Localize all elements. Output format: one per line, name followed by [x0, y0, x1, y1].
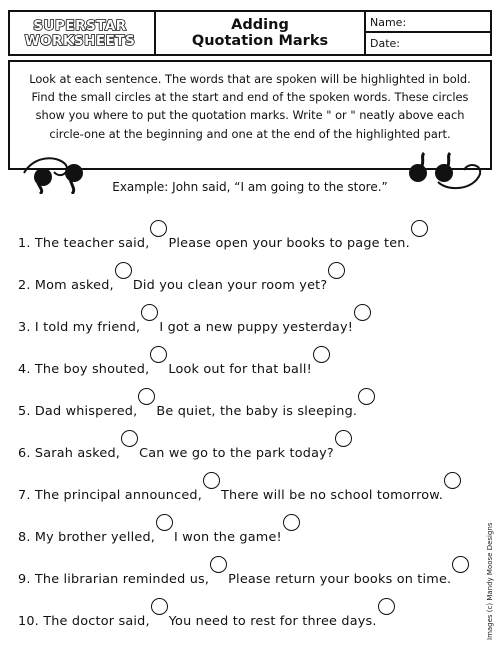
- question-lead: 9. The librarian reminded us,: [18, 572, 210, 587]
- spoken-words: Did you clean your room yet?: [132, 278, 328, 293]
- question-lead: 2. Mom asked,: [18, 278, 114, 293]
- open-quote-circle[interactable]: [210, 556, 227, 573]
- close-quote-circle[interactable]: [452, 556, 469, 573]
- question-lead: 4. The boy shouted,: [18, 362, 150, 377]
- question-lead: 10. The doctor said,: [18, 614, 150, 629]
- spoken-words: Can we go to the park today?: [139, 446, 334, 461]
- close-quote-circle[interactable]: [328, 262, 345, 279]
- name-date-box: [366, 12, 490, 54]
- spoken-words: Look out for that ball!: [168, 362, 312, 377]
- question-3: [18, 304, 372, 336]
- logo-line-2: WORKSHEETS: [24, 33, 136, 49]
- open-quote-circle[interactable]: [203, 472, 220, 489]
- open-quote-circle[interactable]: [121, 430, 138, 447]
- title-line-2: Quotation Marks: [191, 33, 329, 49]
- close-quote-circle[interactable]: [283, 514, 300, 531]
- spoken-words: There will be no school tomorrow.: [221, 488, 444, 503]
- worksheet-title: [154, 12, 366, 54]
- spoken-words: Please return your books on time.: [228, 572, 452, 587]
- instructions-box: Look at each sentence. The words that are spoken will be highlighted in bold. Find the small circles at the start and end of the spoken words. These circles show you where to put the quotation marks. Write " or " neatly above each circle-one at the beginning and one at the end of the highlighted part.: [8, 60, 492, 170]
- question-5: [18, 388, 376, 420]
- spoken-words: Please open your books to page ten.: [168, 236, 410, 251]
- spoken-words: I got a new puppy yesterday!: [159, 320, 354, 335]
- question-lead: 1. The teacher said,: [18, 236, 150, 251]
- open-quote-circle[interactable]: [150, 220, 167, 237]
- close-quote-circle[interactable]: [358, 388, 375, 405]
- close-quote-circle[interactable]: [444, 472, 461, 489]
- example-sentence: Example: John said, “I am going to the store.”: [112, 180, 388, 194]
- spoken-words: Be quiet, the baby is sleeping.: [156, 404, 358, 419]
- question-6: [18, 430, 353, 462]
- question-lead: 5. Dad whispered,: [18, 404, 138, 419]
- question-2: [18, 262, 346, 294]
- date-field[interactable]: Date:: [370, 37, 400, 50]
- close-quote-circle[interactable]: [378, 598, 395, 615]
- superstar-worksheets-logo: [14, 16, 146, 52]
- question-9: [18, 556, 470, 588]
- close-quote-circle[interactable]: [335, 430, 352, 447]
- title-line-1: Adding: [231, 17, 289, 33]
- question-7: [18, 472, 462, 504]
- question-lead: 8. My brother yelled,: [18, 530, 156, 545]
- question-lead: 6. Sarah asked,: [18, 446, 121, 461]
- question-4: [18, 346, 331, 378]
- question-1: [18, 220, 429, 252]
- open-quote-circle[interactable]: [141, 304, 158, 321]
- question-lead: 3. I told my friend,: [18, 320, 141, 335]
- logo-line-1: SUPERSTAR: [33, 18, 127, 34]
- spoken-words: You need to rest for three days.: [168, 614, 377, 629]
- image-credit: Images (c) Mandy Moose Designs: [486, 522, 494, 640]
- worksheet-header: [8, 10, 492, 56]
- name-field[interactable]: Name:: [366, 12, 490, 33]
- question-10: [18, 598, 396, 630]
- open-quote-circle[interactable]: [150, 346, 167, 363]
- question-8: [18, 514, 301, 546]
- open-quote-circle[interactable]: [138, 388, 155, 405]
- open-quote-circle[interactable]: [115, 262, 132, 279]
- close-quote-circle[interactable]: [411, 220, 428, 237]
- question-lead: 7. The principal announced,: [18, 488, 202, 503]
- open-quote-circle[interactable]: [151, 598, 168, 615]
- close-quote-circle[interactable]: [354, 304, 371, 321]
- open-quote-circle[interactable]: [156, 514, 173, 531]
- close-quote-circle[interactable]: [313, 346, 330, 363]
- spoken-words: I won the game!: [174, 530, 282, 545]
